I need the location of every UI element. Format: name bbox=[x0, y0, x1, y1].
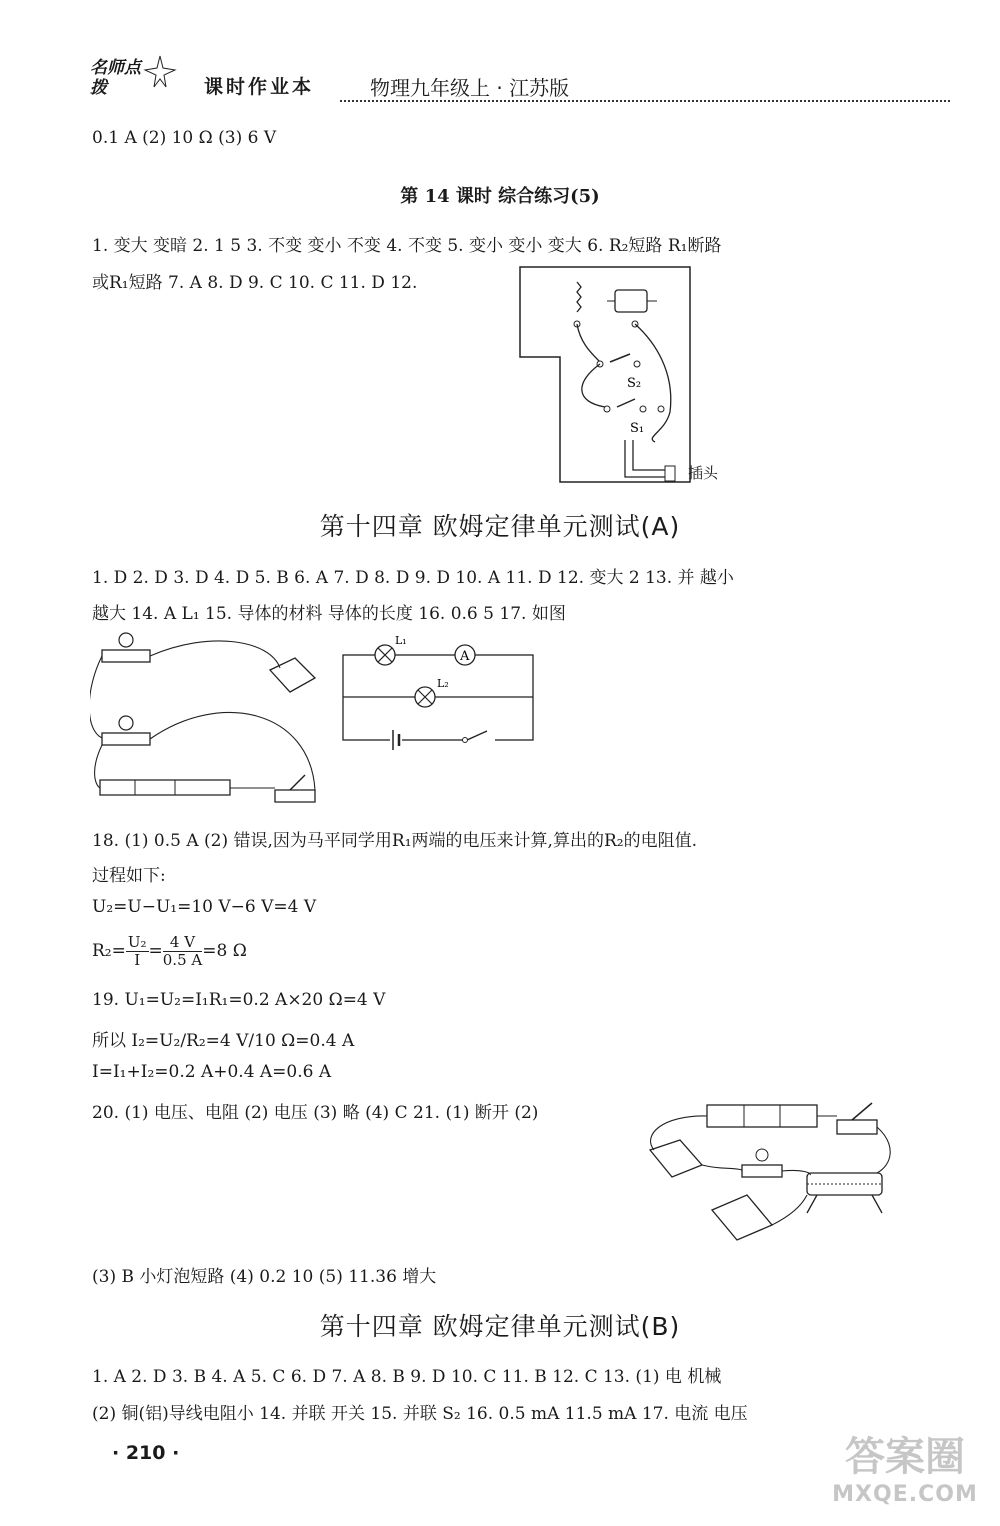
wiring-figure-17 bbox=[90, 630, 330, 815]
watermark-text: 答案圈 bbox=[845, 1434, 965, 1480]
answer-line: 0.1 A (2) 10 Ω (3) 6 V bbox=[92, 128, 277, 148]
fraction-numerator: 4 V bbox=[163, 934, 202, 952]
formula-lhs: R₂= bbox=[92, 941, 126, 961]
formula-rhs: =8 Ω bbox=[202, 941, 247, 961]
answer-line: 所以 I₂=U₂/R₂=4 V/10 Ω=0.4 A bbox=[92, 1031, 355, 1051]
ammeter-label: A bbox=[460, 649, 470, 664]
fraction-denominator: I bbox=[134, 951, 141, 969]
chapter-title-b: 第十四章 欧姆定律单元测试(B) bbox=[319, 1312, 681, 1341]
watermark bbox=[820, 1425, 990, 1507]
answer-line: 1. D 2. D 3. D 4. D 5. B 6. A 7. D 8. D 9. D 10. A 11. D 12. 变大 2 13. 并 越小 bbox=[92, 568, 734, 588]
book-title: 课时作业本 bbox=[204, 76, 315, 98]
circuit-diagram-12 bbox=[515, 262, 755, 492]
answer-line: (2) 铜(铝)导线电阻小 14. 并联 开关 15. 并联 S₂ 16. 0.5 mA 11.5 mA 17. 电流 电压 bbox=[92, 1404, 748, 1424]
answer-line: 1. A 2. D 3. B 4. A 5. C 6. D 7. A 8. B 9. D 10. C 11. B 12. C 13. (1) 电 机械 bbox=[92, 1367, 722, 1387]
watermark-url: MXQE.COM bbox=[832, 1482, 978, 1507]
answer-line: 越大 14. A L₁ 15. 导体的材料 导体的长度 16. 0.6 5 17. 如图 bbox=[92, 604, 566, 624]
chapter-title-a: 第十四章 欧姆定律单元测试(A) bbox=[319, 512, 681, 541]
schematic-figure-17 bbox=[335, 635, 540, 750]
answer-line: 过程如下: bbox=[92, 866, 166, 886]
logo: 名师点拨 bbox=[90, 58, 141, 98]
plug-label: 插头 bbox=[688, 464, 719, 482]
formula-line: R₂= $\frac{\text{U₂}}{I}$ = $\frac{4 V}{0.5 A}$ =8 Ω bbox=[92, 933, 247, 969]
lamp-l1-label: L₁ bbox=[395, 635, 407, 647]
page-number: · 210 · bbox=[112, 1442, 180, 1464]
header-dotted-rule bbox=[340, 100, 950, 102]
answer-line: U₂=U−U₁=10 V−6 V=4 V bbox=[92, 897, 317, 917]
answer-line: 1. 变大 变暗 2. 1 5 3. 不变 变小 不变 4. 不变 5. 变小 变小 变大 6. R₂短路 R₁断路 bbox=[92, 236, 722, 256]
answer-line: I=I₁+I₂=0.2 A+0.4 A=0.6 A bbox=[92, 1062, 332, 1082]
subject-title: 物理九年级上 · 江苏版 bbox=[370, 76, 570, 100]
section-title-14: 第 14 课时 综合练习(5) bbox=[400, 186, 600, 207]
page-header bbox=[70, 52, 950, 107]
switch-s2-label: S₂ bbox=[627, 376, 642, 391]
answer-line: (3) B 小灯泡短路 (4) 0.2 10 (5) 11.36 增大 bbox=[92, 1267, 437, 1287]
wiring-figure-21 bbox=[632, 1095, 902, 1250]
fraction-denominator: 0.5 A bbox=[162, 951, 203, 969]
answer-line: 20. (1) 电压、电阻 (2) 电压 (3) 略 (4) C 21. (1) 断开 (2) bbox=[92, 1103, 539, 1123]
fraction-1 bbox=[126, 934, 149, 969]
fraction-2 bbox=[163, 934, 202, 969]
fraction-numerator: U₂ bbox=[127, 933, 147, 951]
switch-s1-label: S₁ bbox=[630, 421, 645, 436]
answer-line: 18. (1) 0.5 A (2) 错误,因为马平同学用R₁两端的电压来计算,算出的R₂的电阻值. bbox=[92, 831, 697, 851]
star-icon bbox=[140, 52, 180, 92]
answer-line: 或R₁短路 7. A 8. D 9. C 10. C 11. D 12. bbox=[92, 273, 418, 293]
lamp-l2-label: L₂ bbox=[437, 677, 449, 690]
answer-line: 19. U₁=U₂=I₁R₁=0.2 A×20 Ω=4 V bbox=[92, 990, 386, 1010]
